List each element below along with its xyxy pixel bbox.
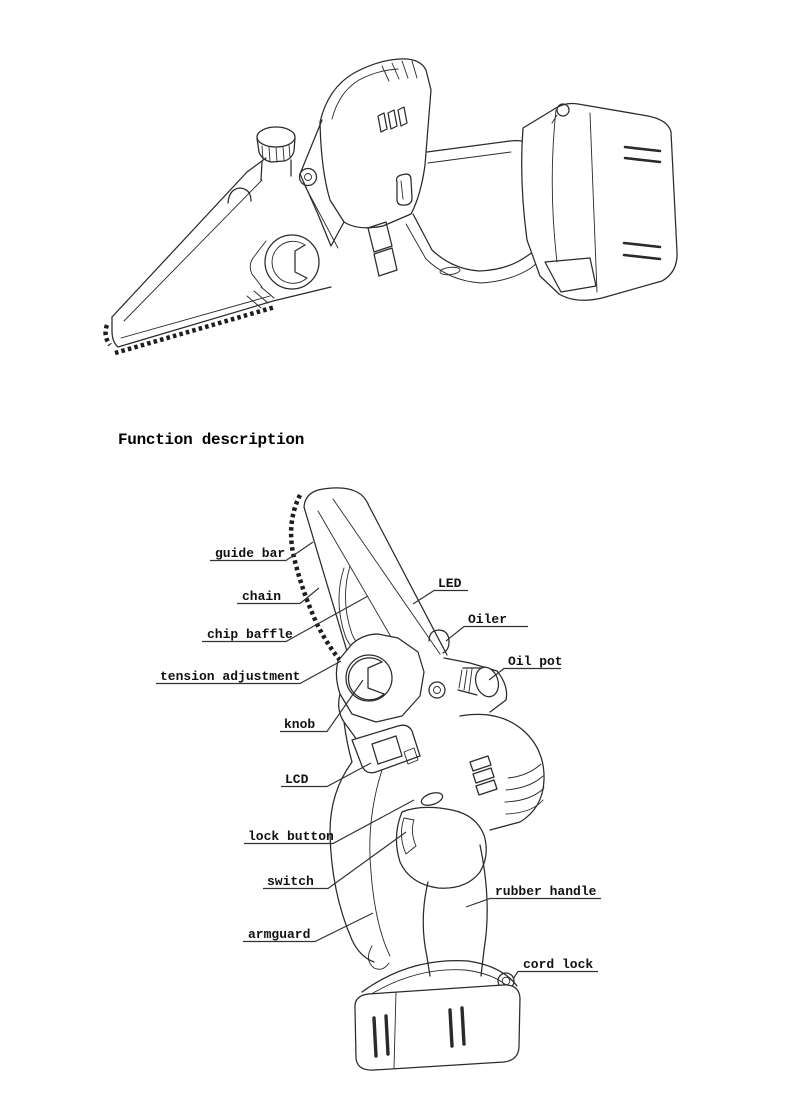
callout-guide-bar	[210, 542, 313, 561]
label-lcd: LCD	[285, 772, 309, 787]
top-figure	[106, 59, 678, 353]
rail-slot	[440, 266, 461, 275]
label-switch: switch	[267, 874, 314, 889]
sprocket-cover	[247, 235, 319, 308]
grip-hump	[460, 714, 544, 830]
callout-armguard	[243, 913, 373, 942]
oil-cap	[257, 127, 295, 180]
label-cord-lock: cord lock	[523, 957, 594, 972]
leader-rubber-handle	[466, 899, 601, 908]
upper-rail-top	[427, 141, 533, 152]
cover-inner-line	[333, 499, 440, 654]
chain-tip	[106, 325, 110, 345]
oil-pot-knurling	[459, 669, 472, 692]
label-chip-baffle: chip baffle	[207, 627, 293, 642]
chain-teeth	[115, 307, 275, 353]
battery-outline	[522, 104, 677, 301]
lock-button-oval	[420, 790, 444, 807]
battery-pack-top-figure	[522, 104, 677, 301]
lcd-console	[352, 725, 420, 773]
leader-led	[413, 591, 468, 605]
armguard-inner	[370, 770, 390, 956]
top-handle	[320, 59, 431, 228]
wedge-top-edge	[112, 158, 266, 317]
tension-knob-group	[336, 634, 424, 722]
handle-outline	[320, 59, 431, 228]
pivot-bolt	[300, 169, 317, 186]
bar-inner-line	[318, 511, 398, 649]
label-led: LED	[438, 576, 462, 591]
bottom-figure	[291, 488, 544, 1070]
callout-tension-adjustment	[156, 661, 341, 684]
label-oil-pot: Oil pot	[508, 654, 563, 669]
cord-lock-center	[502, 977, 510, 985]
sprocket-circle	[265, 235, 319, 289]
battery-pack-bottom-figure	[355, 961, 520, 1070]
leader-oiler	[446, 627, 528, 642]
blade-outline-right	[304, 488, 447, 655]
chain-teeth-bottom	[291, 495, 344, 665]
pivot-bolt-center	[305, 174, 312, 181]
wedge-bottom-edge	[112, 287, 331, 347]
cap-top	[257, 127, 295, 147]
wedge-inner-line	[124, 180, 262, 321]
lower-rail-bottom	[406, 224, 543, 283]
front-bolt	[429, 682, 445, 698]
cap-ribs	[262, 145, 290, 162]
label-knob: knob	[284, 717, 316, 732]
section-heading: Function description	[118, 431, 305, 449]
front-bolt-center	[434, 687, 441, 694]
leader-cord-lock	[513, 972, 598, 980]
armguard-curl	[368, 946, 389, 969]
callout-led	[413, 576, 468, 604]
battery-outline-bottom	[355, 985, 520, 1070]
label-oiler: Oiler	[468, 612, 508, 627]
upper-rail-bottom	[428, 152, 511, 163]
label-guide-bar: guide bar	[215, 546, 286, 561]
body-vent-slats	[470, 756, 497, 795]
callout-chip-baffle	[202, 596, 368, 642]
label-armguard: armguard	[248, 927, 311, 942]
label-rubber-handle: rubber handle	[495, 884, 597, 899]
label-lock-button: lock button	[248, 829, 334, 844]
callout-oiler	[446, 612, 528, 641]
cap-pedestal	[261, 160, 291, 180]
label-chain: chain	[242, 589, 282, 604]
cover-flange	[250, 241, 266, 287]
handle-column-left	[423, 882, 430, 976]
callout-lcd	[281, 763, 371, 787]
lower-rail-top	[413, 214, 539, 271]
body-panels	[368, 222, 397, 276]
grip-rubber-ribs	[505, 764, 544, 814]
callout-cord-lock	[513, 957, 598, 979]
oiler-bump-top	[228, 188, 251, 203]
callout-lock-button	[244, 800, 414, 844]
label-tension-adjustment: tension adjustment	[160, 669, 301, 684]
body-front-edge	[300, 120, 322, 174]
oiler-bump	[429, 630, 449, 653]
